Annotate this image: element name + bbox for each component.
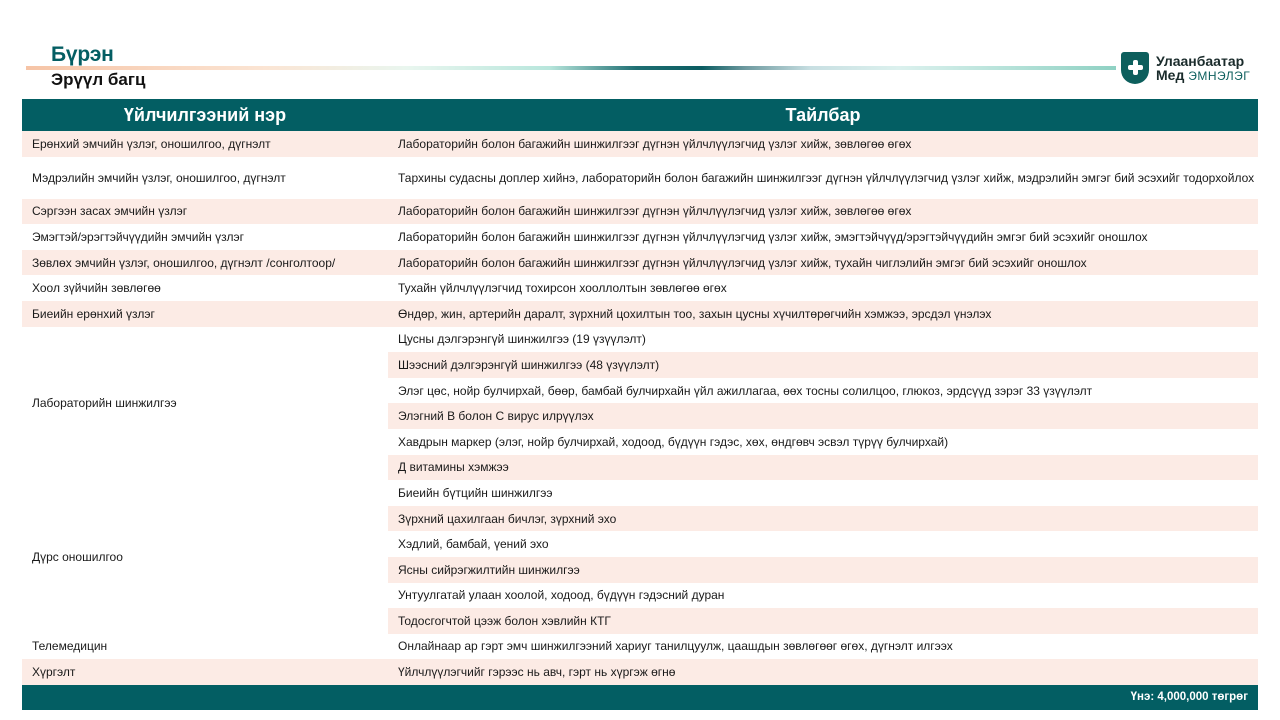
- description-cell: Элэгний B болон C вирус илрүүлэх: [388, 403, 1258, 429]
- table-row: [22, 327, 1258, 481]
- table-header: [22, 99, 1258, 131]
- description-cell: Үйлчлүүлэгчийг гэрээс нь авч, гэрт нь хүргэж өгнө: [388, 659, 1258, 685]
- table-row: [22, 480, 1258, 634]
- description-cell: Тархины судасны доплер хийнэ, лабораторийн болон багажийн шинжилгээг дүгнэн үйлчлүүлэгчид үзлэг хийж, мэдрэлийн эмгэг бий эсэхийг тодорхойлох: [398, 170, 1255, 185]
- description-cell: Элэг цөс, нойр булчирхай, бөөр, бамбай булчирхайн үйл ажиллагаа, өөх тосны солилцоо, глюкоз, эрдсүүд зэрэг 33 үзүүлэлт: [398, 383, 1093, 398]
- decorative-gradient-line: [26, 66, 1116, 70]
- description-cell: Зүрхний цахилгаан бичлэг, зүрхний эхо: [388, 506, 1258, 532]
- description-cell: Лабораторийн болон багажийн шинжилгээг дүгнэн үйлчлүүлэгчид үзлэг хийж, зөвлөгөө өгөх: [388, 131, 1258, 157]
- description-cell-group: [388, 634, 1258, 660]
- service-name-cell: Хүргэлт: [22, 659, 388, 685]
- description-cell: Лабораторийн болон багажийн шинжилгээг дүгнэн үйлчлүүлэгчид үзлэг хийж, зөвлөгөө өгөх: [388, 199, 1258, 225]
- logo-name-med: Мед: [1156, 66, 1185, 83]
- description-cell-group: [388, 157, 1258, 199]
- description-cell: Хавдрын маркер (элэг, нойр булчирхай, ходоод, бүдүүн гэдэс, хөх, өндгөвч эсвэл түрүү булчирхай): [398, 434, 949, 449]
- service-name-cell: Мэдрэлийн эмчийн үзлэг, оношилгоо, дүгнэлт: [32, 170, 286, 185]
- logo-name-line1: Улаанбаатар: [1156, 52, 1245, 69]
- description-cell: Лабораторийн болон багажийн шинжилгээг дүгнэн үйлчлүүлэгчид үзлэг хийж, эмэгтэйчүүд/эрэгтэйчүүдийн эмгэг бий эсэхийг оношлох: [398, 229, 1148, 244]
- description-cell-group: [388, 301, 1258, 327]
- description-cell: Өндөр, жин, артерийн даралт, зүрхний цохилтын тоо, захын цусны хүчилтөрөгчийн хэмжээ, эрсдэл үнэлэх: [388, 301, 1258, 327]
- description-cell: Биеийн бүтцийн шинжилгээ: [398, 485, 553, 500]
- table-row: [22, 634, 1258, 660]
- page-title: Бүрэн: [51, 43, 114, 66]
- description-cell-group: [388, 224, 1258, 250]
- service-name-cell: Биеийн ерөнхий үзлэг: [22, 301, 388, 327]
- description-cell-group: [388, 480, 1258, 634]
- table-row: [22, 250, 1258, 276]
- table-body: [22, 131, 1258, 685]
- hospital-logo: [1121, 52, 1250, 84]
- service-name-cell: Хоол зүйчийн зөвлөгөө: [32, 281, 161, 296]
- service-name-cell: Лабораторийн шинжилгээ: [32, 396, 177, 411]
- table-row: [22, 224, 1258, 250]
- description-cell-group: [388, 659, 1258, 685]
- logo-name-hospital: ЭМНЭЛЭГ: [1188, 68, 1251, 83]
- table-footer: [22, 685, 1258, 710]
- table-row: [22, 301, 1258, 327]
- service-name-cell: Телемедицин: [32, 639, 108, 654]
- services-table: [22, 99, 1258, 710]
- service-name-cell: Ерөнхий эмчийн үзлэг, оношилгоо, дүгнэлт: [22, 131, 388, 157]
- description-cell: Шээсний дэлгэрэнгүй шинжилгээ (48 үзүүлэлт): [388, 352, 1258, 378]
- description-cell: Д витамины хэмжээ: [388, 455, 1258, 481]
- column-header-description: Тайлбар: [785, 104, 861, 125]
- description-cell: Тухайн үйлчлүүлэгчид тохирсон хооллолтын зөвлөгөө өгөх: [398, 281, 727, 296]
- service-name-cell: Сэргээн засах эмчийн үзлэг: [22, 199, 388, 225]
- page-subtitle: Эрүүл багц: [51, 70, 146, 89]
- description-cell: Цусны дэлгэрэнгүй шинжилгээ (19 үзүүлэлт): [398, 332, 646, 347]
- description-cell: Ясны сийрэгжилтийн шинжилгээ: [388, 557, 1258, 583]
- description-cell-group: [388, 327, 1258, 481]
- description-cell: Тодосгогчтой цээж болон хэвлийн КТГ: [388, 608, 1258, 634]
- table-row: [22, 131, 1258, 157]
- service-name-cell: Эмэгтэй/эрэгтэйчүүдийн эмчийн үзлэг: [32, 229, 244, 244]
- description-cell-group: [388, 131, 1258, 157]
- price-label: Үнэ: 4,000,000 төгрөг: [1130, 691, 1248, 704]
- description-cell-group: [388, 275, 1258, 301]
- description-cell: Лабораторийн болон багажийн шинжилгээг дүгнэн үйлчлүүлэгчид үзлэг хийж, тухайн чиглэлийн эмгэг бий эсэхийг оношлох: [388, 250, 1258, 276]
- table-row: [22, 659, 1258, 685]
- table-row: [22, 157, 1258, 199]
- description-cell: Унтуулгатай улаан хоолой, ходоод, бүдүүн гэдэсний дуран: [398, 588, 725, 603]
- service-name-cell: Дүрс оношилгоо: [32, 549, 123, 564]
- table-row: [22, 199, 1258, 225]
- description-cell: Хэдлий, бамбай, үений эхо: [398, 537, 549, 552]
- table-row: [22, 275, 1258, 301]
- description-cell-group: [388, 199, 1258, 225]
- column-header-service: Үйлчилгээний нэр: [123, 104, 287, 125]
- medical-cross-shield-icon: [1121, 52, 1149, 84]
- description-cell-group: [388, 250, 1258, 276]
- service-name-cell: Зөвлөх эмчийн үзлэг, оношилгоо, дүгнэлт /сонголтоор/: [22, 250, 388, 276]
- description-cell: Онлайнаар ар гэрт эмч шинжилгээний хариуг танилцуулж, цаашдын зөвлөгөөг өгөх, дүгнэлт илгээх: [398, 639, 953, 654]
